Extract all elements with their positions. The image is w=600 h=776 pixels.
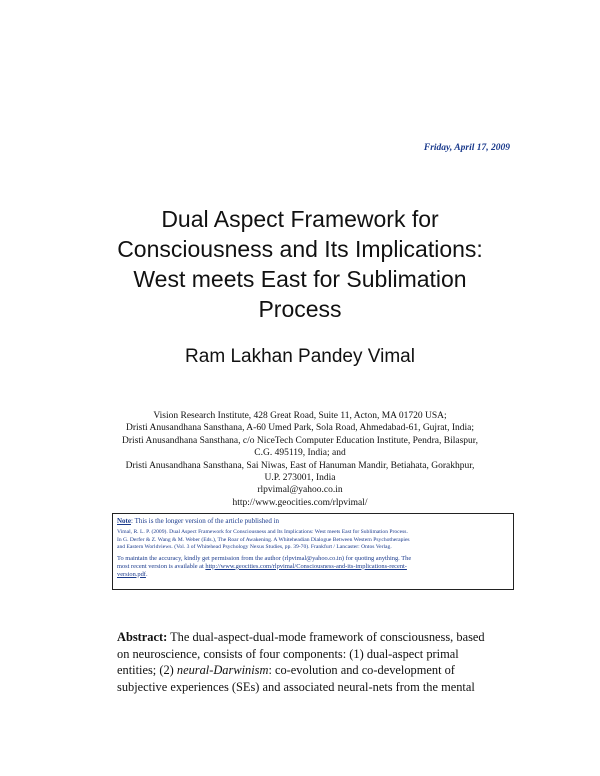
title-line: West meets East for Sublimation <box>133 266 467 292</box>
affiliation-line: Dristi Anusandhana Sansthana, A-60 Umed Park, Sola Road, Ahmedabad-61, Gujrat, India; <box>125 423 474 434</box>
url-period: . <box>145 570 148 578</box>
author-name: Ram Lakhan Pandey Vimal <box>185 346 415 367</box>
abstract-text: The dual-aspect-dual-mode framework of consciousness, based <box>167 630 485 644</box>
citation-line: In G. Derfer & Z. Wang & M. Weber (Eds.), The Roar of Awakening. A Whiteheadian Dialogue Between Western Psychotherapies <box>117 536 410 543</box>
note-citation <box>117 529 509 552</box>
note-text: : This is the longer version of the article published in <box>131 517 280 525</box>
title-line: Process <box>258 296 342 322</box>
note-accuracy <box>117 555 509 579</box>
affiliation-line: U.P. 273001, India <box>264 473 336 484</box>
abstract-text: entities; (2) <box>117 663 177 677</box>
citation-line: and Eastern Worldviews. (Vol. 3 of Whitehead Psychology Nexus Studies, pp. 39-70). Frankfurt / Lancaster: Ontos Verlag. <box>117 544 392 551</box>
accuracy-line <box>117 571 509 579</box>
affiliation-line: Vision Research Institute, 428 Great Road, Suite 11, Acton, MA 01720 USA; <box>153 411 447 421</box>
title-line: Consciousness and Its Implications: <box>117 236 483 262</box>
affiliation-block <box>100 410 500 509</box>
note-box <box>112 513 514 590</box>
title-line: Dual Aspect Framework for <box>161 206 439 232</box>
accuracy-text: most recent version is available at <box>117 562 206 570</box>
recent-version-link-end[interactable]: version.pdf <box>117 570 146 578</box>
accuracy-line: To maintain the accuracy, kindly get permission from the author (rlpvimal@yahoo.co.in) for quoting anything. The <box>117 554 412 562</box>
affiliation-line: Dristi Anusandhana Sansthana, Sai Niwas, East of Hanuman Mandir, Betiahata, Gorakhpur, <box>125 460 475 471</box>
abstract-text: : co-evolution and co-development of <box>268 663 455 677</box>
abstract-line: subjective experiences (SEs) and associated neural-nets from the mental <box>117 679 475 694</box>
affiliation-line: Dristi Anusandhana Sansthana, c/o NiceTech Computer Education Institute, Pendra, Bilaspur, <box>122 435 478 446</box>
abstract-line <box>117 629 502 646</box>
paper-title <box>60 204 540 324</box>
header-date: Friday, April 17, 2009 <box>423 143 510 153</box>
note-label: Note <box>117 517 131 525</box>
abstract-label: Abstract: <box>117 630 168 644</box>
abstract-line <box>117 662 502 679</box>
author-email[interactable]: rlpvimal@yahoo.co.in <box>257 485 343 496</box>
abstract <box>117 629 502 695</box>
abstract-emphasis: neural-Darwinism <box>176 663 269 677</box>
affiliation-line: C.G. 495119, India; and <box>254 448 346 459</box>
recent-version-link[interactable]: http://www.geocities.com/rlpvimal/Consciousness-and-its-implications-recent- <box>205 562 407 570</box>
accuracy-line <box>117 563 509 571</box>
abstract-line: on neuroscience, consists of four components: (1) dual-aspect primal <box>117 646 459 661</box>
note-intro <box>117 517 509 526</box>
author-website[interactable]: http://www.geocities.com/rlpvimal/ <box>232 497 368 508</box>
citation-line: Vimal, R. L. P. (2009). Dual Aspect Framework for Consciousness and Its Implications: West meets East for Sublimation Process. <box>117 529 408 535</box>
